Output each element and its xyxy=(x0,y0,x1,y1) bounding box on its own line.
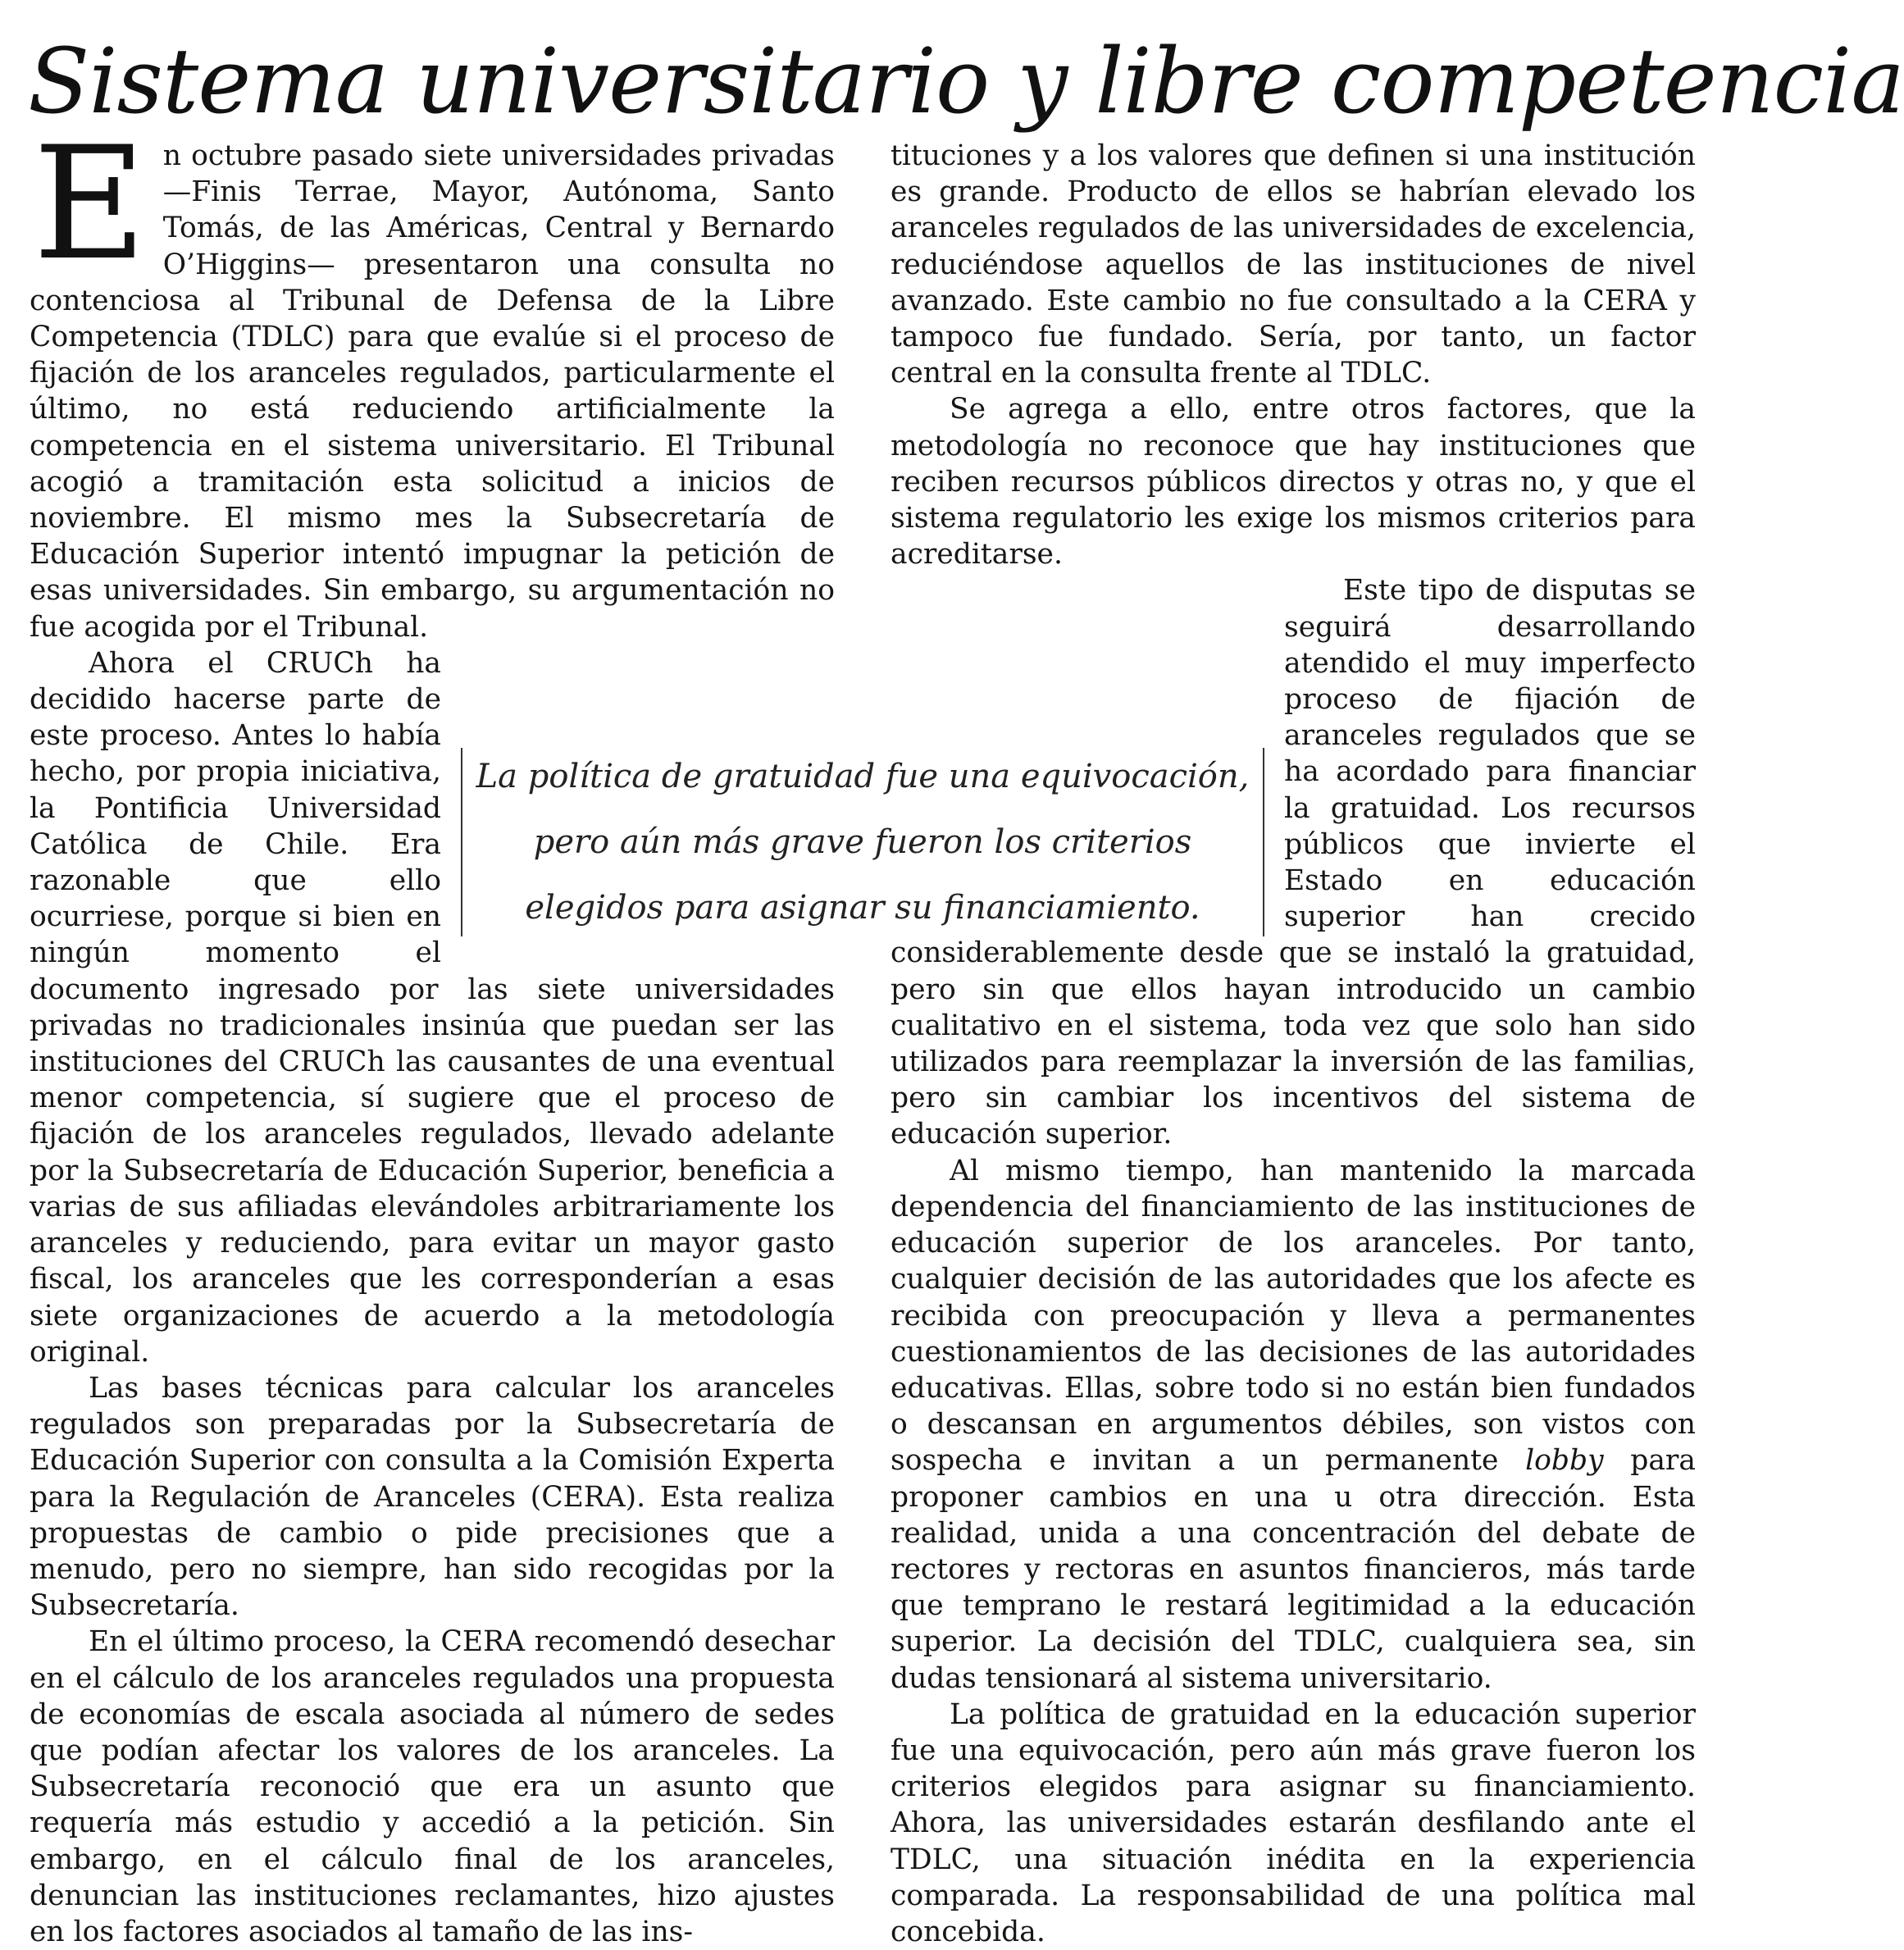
article-column-left xyxy=(30,113,835,1948)
pull-quote-line: pero aún más grave fueron los criterios xyxy=(533,823,1192,861)
paragraph: tituciones y a los valores que definen si una institución es grande. Producto de ellos se habrían elevado los aranceles regulados de las universidades de excelencia, reduciéndose aquellos de las instituciones de nivel avanzado. Este cambio no fue consultado a la CERA y tampoco fue fundado. Sería, por tanto, un factor central en la consulta frente al TDLC. xyxy=(891,139,1696,390)
paragraph-text: Ahora el CRUCh ha decidido hacerse parte de este proceso. Antes lo había hecho, por propia iniciativa, la Pontificia Universidad Católica de Chile. Era razonable que ello ocurriese, porque si bien en ningún momento el documento ingresado por las siete universidades privadas no tradicionales insinúa que puedan ser las instituciones del CRUCh las causantes de una eventual menor competencia, sí sugiere que el proceso de fijación de los aranceles regulados, llevado adelante por la Subsecretaría de Educación Superior, beneficia a varias de sus afiliadas elevándoles arbitrariamente los aranceles y reduciendo, para evitar un mayor gasto fiscal, los aranceles que les corresponderían a esas siete organizaciones de acuerdo a la metodología original. xyxy=(30,646,835,1369)
italic-term: lobby xyxy=(1525,1444,1604,1478)
paragraph-text: Al mismo tiempo, han mantenido la marcada dependencia del financiamiento de las instituciones de educación superior de los aranceles. Por tanto, cualquier decisión de las autoridades que los afecte es recibida con preocupación y lleva a permanentes cuestionamientos de las decisiones de las autoridades educativas. Ellas, sobre todo si no están bien fundados o descansan en argumentos débiles, son vistos con sospecha e invitan a un permanente xyxy=(891,1154,1696,1478)
paragraph-text: para proponer cambios en una u otra dirección. Esta realidad, unida a una concentración del debate de rectores y rectoras en asuntos financieros, más tarde que temprano le restará legitimidad a la educación superior. La decisión del TDLC, cualquiera sea, sin dudas tensionará al sistema universitario. xyxy=(891,1444,1696,1695)
article-column-right xyxy=(891,138,1696,1948)
pull-quote-line: elegidos para asignar su financiamiento. xyxy=(525,889,1200,927)
pull-quote xyxy=(461,748,1264,936)
headline: Sistema universitario y libre competencia xyxy=(28,29,1904,134)
paragraph: En el último proceso, la CERA recomendó desechar en el cálculo de los aranceles regulados una propuesta de economías de escala asociada al número de sedes que podían afectar los valores de los aranceles. La Subsecretaría reconoció que era un asunto que requería más estudio y accedió a la petición. Sin embargo, en el cálculo final de los aranceles, denuncian las instituciones reclamantes, hizo ajustes en los factores asociados al tamaño de las ins- xyxy=(30,1625,835,1948)
paragraph: Se agrega a ello, entre otros factores, que la metodología no reconoce que hay instituciones que reciben recursos públicos directos y otras no, y que el sistema regulatorio les exige los mismos criterios para acreditarse. xyxy=(891,393,1696,572)
paragraph-text: Este tipo de disputas se seguirá desarrollando atendido el muy imperfecto proceso de fijación de aranceles regulados que se ha acordado para financiar la gratuidad. Los recursos públicos que invierte el Estado en educación superior han crecido considerablemente desde que se instaló la gratuidad, pero sin que ellos hayan introducido un cambio cualitativo en el sistema, toda vez que solo han sido utilizados para reemplazar la inversión de las familias, pero sin cambiar los incentivos del sistema de educación superior. xyxy=(891,574,1696,1151)
paragraph xyxy=(891,1153,1696,1697)
drop-cap: E xyxy=(33,113,147,294)
paragraph xyxy=(30,113,835,645)
paragraph: Las bases técnicas para calcular los aranceles regulados son preparadas por la Subsecretaría de Educación Superior con consulta a la Comisión Experta para la Regulación de Aranceles (CERA). Esta realiza propuestas de cambio o pide precisiones que a menudo, pero no siempre, han sido recogidas por la Subsecretaría. xyxy=(30,1371,835,1623)
pull-quote-line: La política de gratuidad fue una equivocación, xyxy=(476,758,1250,795)
paragraph-text: n octubre pasado siete universidades privadas —Finis Terrae, Mayor, Autónoma, Santo Tomás, de las Américas, Central y Bernardo O’Higgins— presentaron una consulta no contenciosa al Tribunal de Defensa de la Libre Competencia (TDLC) para que evalúe si el proceso de fijación de los aranceles regulados, particularmente el último, no está reduciendo artificialmente la competencia en el sistema universitario. El Tribunal acogió a tramitación esta solicitud a inicios de noviembre. El mismo mes la Subsecretaría de Educación Superior intentó impugnar la petición de esas universidades. Sin embargo, su argumentación no fue acogida por el Tribunal. xyxy=(30,139,835,644)
paragraph: La política de gratuidad en la educación superior fue una equivocación, pero aún más grave fueron los criterios elegidos para asignar su financiamiento. Ahora, las universidades estarán desfilando ante el TDLC, una situación inédita en la experiencia comparada. La responsabilidad de una política mal concebida. xyxy=(891,1697,1696,1948)
